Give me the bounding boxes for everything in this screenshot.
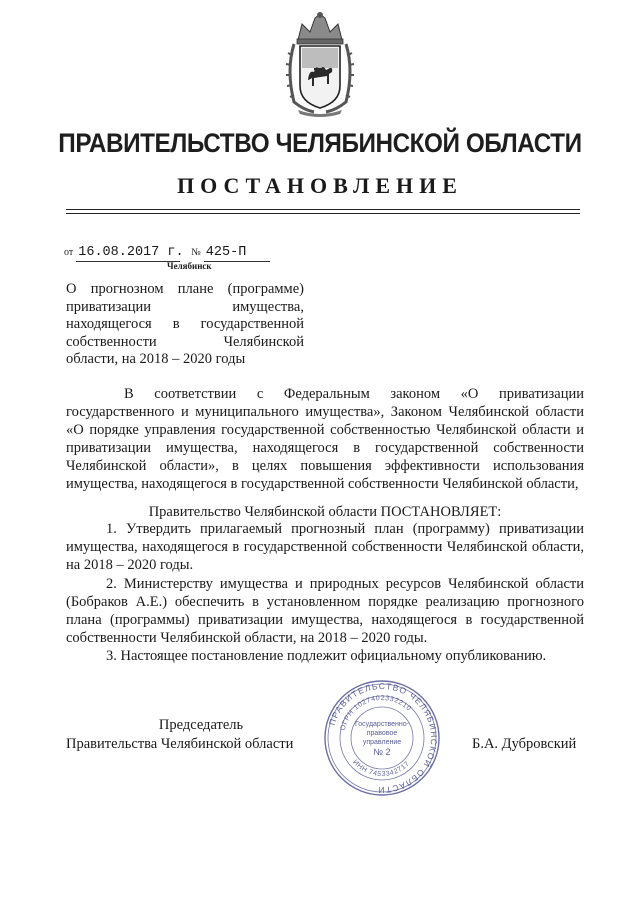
position-line-1: Председатель: [158, 717, 244, 733]
date-value: 16.08.2017 г.: [78, 245, 184, 260]
seal-ogrn-text: ОГРН 1027402332210: [339, 694, 413, 732]
resolves-paragraph: Правительство Челябинской области ПОСТАНОВЛЯЕТ:: [148, 504, 502, 520]
seal-inn-text: ИНН 7453342717: [351, 758, 412, 779]
header-rule-thin: [66, 213, 580, 214]
subject-line: находящегося в государственной: [66, 316, 304, 332]
signatory-position: [66, 716, 336, 754]
item-3-paragraph: 3. Настоящее постановление подлежит официальному опубликованию.: [106, 648, 547, 664]
item-1-paragraph: 1. Утвердить прилагаемый прогнозный план (программу) приватизации имущества, находящегося в государственной собственности Челябинской области, на 2018 – 2020 годы.: [66, 521, 584, 573]
signatory-name: Б.А. Дубровский: [472, 736, 577, 752]
city-label: Челябинск: [167, 261, 212, 271]
seal-inner-line: управление: [362, 739, 402, 746]
subject-line: области, на 2018 – 2020 годы: [66, 351, 246, 367]
seal-inner-line: Государственно-: [354, 721, 410, 728]
subject-line: собственности Челябинской: [66, 333, 304, 350]
government-title: ПРАВИТЕЛЬСТВО ЧЕЛЯБИНСКОЙ ОБЛАСТИ: [58, 128, 582, 158]
document-subject: [66, 281, 304, 369]
document-type: ПОСТАНОВЛЕНИЕ: [177, 173, 463, 198]
chelyabinsk-coat-of-arms-icon: [284, 10, 356, 118]
round-stamp-icon: [322, 678, 442, 798]
item-2-paragraph: 2. Министерству имущества и природных ресурсов Челябинской области (Бобраков А.Е.) обеспечить в установленном порядке реализацию прогнозного плана (программы) приватизации имущества, находящегося в государственной собственности Челябинской области, на 2018 – 2020 годы.: [66, 576, 584, 646]
number-value: 425-П: [204, 245, 270, 262]
header-rule-thick: [66, 209, 580, 210]
seal-inner-line: № 2: [373, 747, 391, 757]
number-prefix: №: [191, 247, 201, 258]
subject-line: О прогнозном плане (программе): [66, 281, 304, 297]
subject-line: приватизации имущества,: [66, 298, 304, 315]
position-line-2: Правительства Челябинской области: [66, 736, 294, 752]
date-prefix: от: [64, 247, 74, 258]
seal-inner-line: правовое: [366, 730, 398, 737]
registration-line: [64, 243, 270, 262]
preamble-paragraph: В соответствии с Федеральным законом «О приватизации государственного и муниципального имущества», Законом Челябинской области «О порядке управления государственной собственностью Челябинской области и приватизации имущества, находящегося в государственной собственности Челябинской области», в целях повышения эффективности использования имущества, находящегося в государственной собственности Челябинской области,: [66, 386, 584, 492]
seal-outer-text: ПРАВИТЕЛЬСТВО ЧЕЛЯБИНСКОЙ ОБЛАСТИ: [326, 680, 440, 796]
